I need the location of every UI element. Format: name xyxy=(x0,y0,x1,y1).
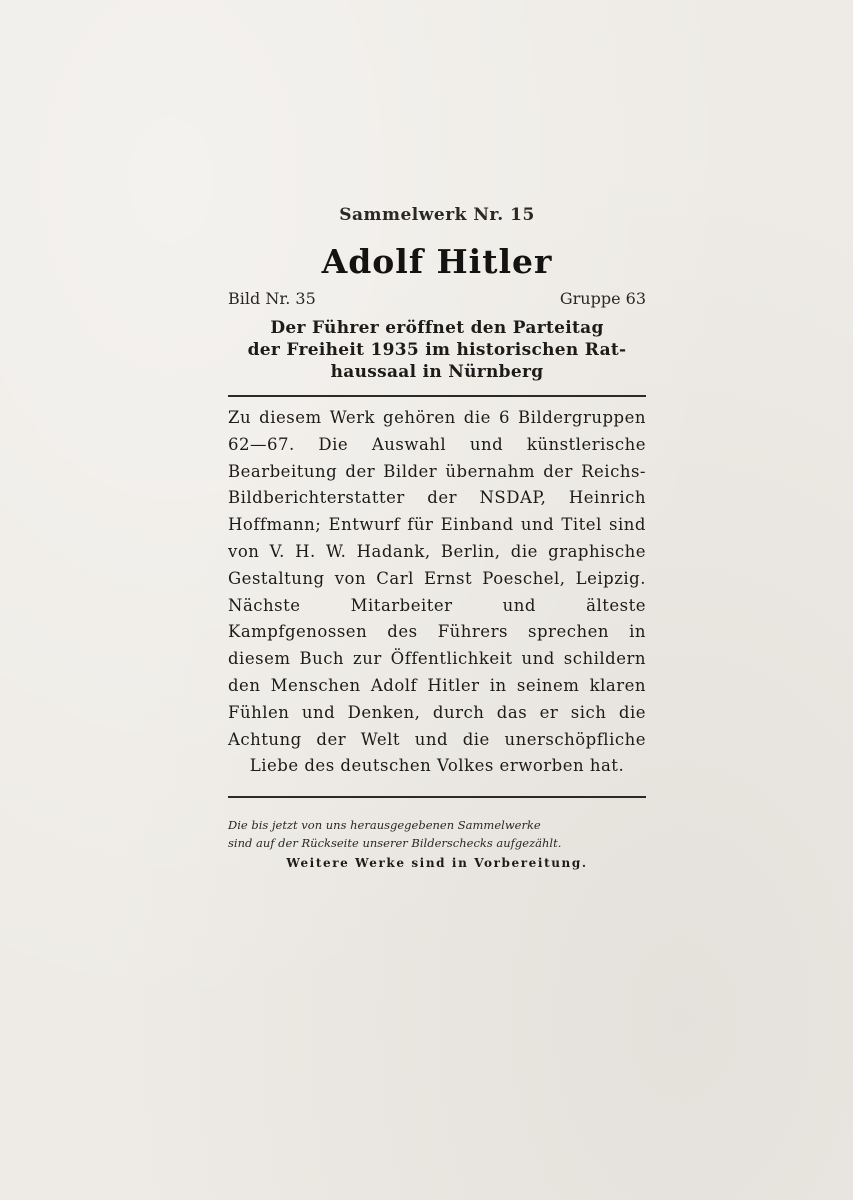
card-title: Adolf Hitler xyxy=(321,242,553,281)
caption-line: haussaal in Nürnberg xyxy=(330,362,544,382)
picture-number: Bild Nr. 35 xyxy=(228,289,316,308)
card-meta-row xyxy=(228,288,646,310)
caption-line: der Freiheit 1935 im historischen Rat- xyxy=(247,340,627,360)
footnote xyxy=(228,816,646,852)
footnote-bold-line: Weitere Werke sind in Vorbereitung. xyxy=(286,856,588,871)
body-paragraph: Zu diesem Werk gehören die 6 Bildergruppen 62—67. Die Auswahl und künstlerische Bearbeitung der Bilder übernahm der Reichs-Bildberichterstatter der NSDAP, Heinrich Hoffmann; Entwurf für Einband und Titel sind von V. H. W. Hadank, Berlin, die graphische Gestaltung von Carl Ernst Poeschel, Leipzig. Nächste Mitarbeiter und älteste Kampfgenossen des Führers sprechen in diesem Buch zur Öffentlichkeit und schildern den Menschen Adolf Hitler in seinem klaren Fühlen und Denken, durch das er sich die Achtung der Welt und die unerschöpfliche Liebe des deutschen Volkes erworben hat. xyxy=(228,408,646,776)
footnote-line: sind auf der Rückseite unserer Bilderschecks aufgezählt. xyxy=(228,836,562,851)
divider xyxy=(228,395,646,397)
caption-line: Der Führer eröffnet den Parteitag xyxy=(270,318,604,338)
collector-card-back xyxy=(228,200,646,870)
picture-caption xyxy=(228,317,646,383)
series-label: Sammelwerk Nr. 15 xyxy=(339,205,535,225)
divider xyxy=(228,796,646,798)
footnote-line: Die bis jetzt von uns herausgegebenen Sammelwerke xyxy=(228,818,541,833)
group-number: Gruppe 63 xyxy=(559,289,646,308)
